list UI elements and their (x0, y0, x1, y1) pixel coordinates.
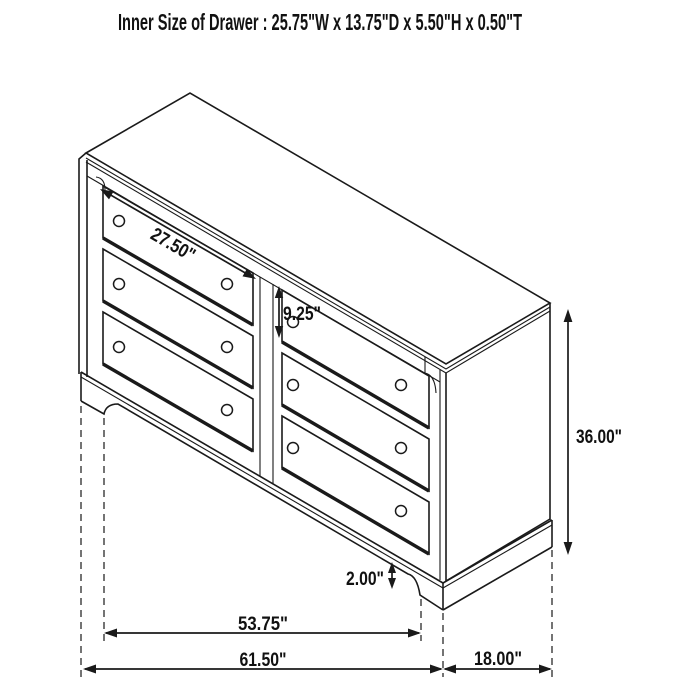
drawer-knob (222, 405, 233, 416)
base-plinth (81, 372, 552, 610)
drawer-front (282, 353, 429, 491)
drawer-front (103, 249, 253, 388)
drawer-front (282, 416, 429, 554)
opening-width-label: 27.50" (146, 224, 207, 271)
drawer-knob (288, 380, 299, 391)
drawer-knob (114, 342, 125, 353)
extension-lines (81, 406, 552, 677)
inner-width-label: 53.75" (238, 614, 288, 635)
overall-depth-label: 18.00" (474, 649, 522, 670)
drawer-front (103, 312, 253, 451)
dimension-overall-width (83, 650, 443, 674)
dimension-overall-height (564, 309, 622, 555)
dimension-opening-width (100, 189, 256, 279)
drawer-knob (288, 443, 299, 454)
base-height-label: 2.00" (346, 569, 384, 590)
drawer-knob (114, 279, 125, 290)
diagram-title: Inner Size of Drawer : 25.75"W x 13.75"D x 5.50"H x 0.50"T (118, 9, 522, 35)
overall-height-label: 36.00" (576, 427, 622, 448)
drawer-knob (396, 443, 407, 454)
dimension-overall-depth (443, 649, 552, 674)
dimension-inner-width (104, 614, 421, 638)
dimension-base-height (346, 562, 396, 590)
overall-width-label: 61.50" (239, 650, 287, 671)
drawer-knob (396, 506, 407, 517)
drawer-knob (396, 380, 407, 391)
drawer-knob (222, 342, 233, 353)
drawer-knob (114, 216, 125, 227)
drawer-height-label: 9.25" (283, 304, 321, 325)
drawer-knob (222, 279, 233, 290)
